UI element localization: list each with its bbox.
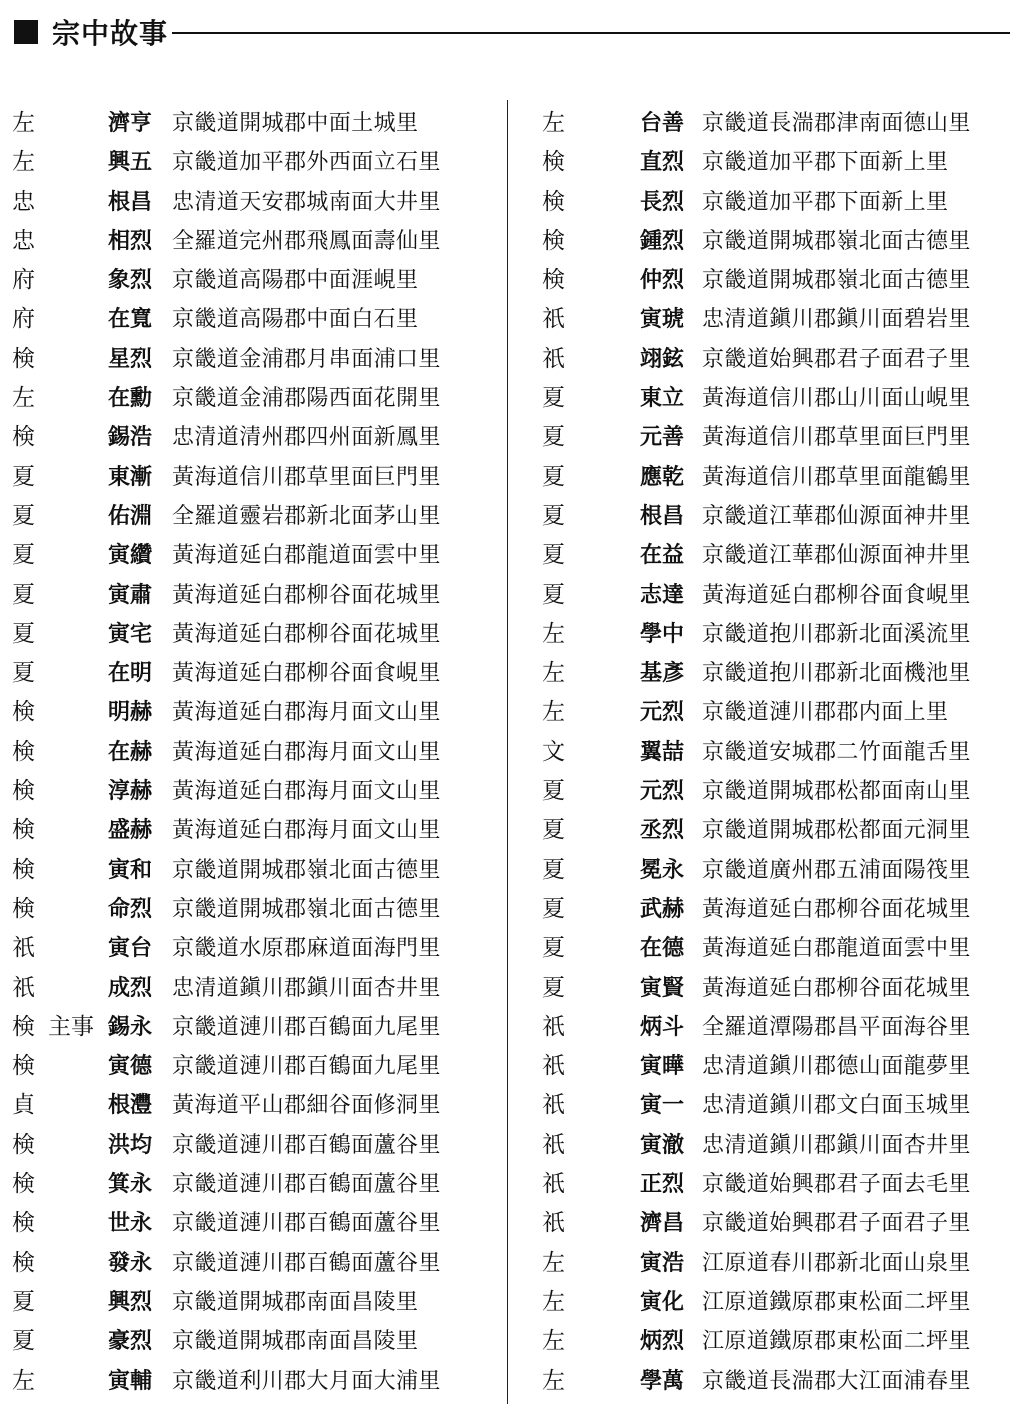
rank-label: 検 [12, 856, 35, 883]
address-text: 全羅道完州郡飛鳳面壽仙里 [172, 228, 441, 254]
list-item [530, 1008, 1020, 1047]
address-text: 京畿道漣川郡郡内面上里 [702, 700, 949, 726]
person-name: 在德 [640, 936, 685, 962]
list-item [530, 890, 1020, 929]
person-name: 直烈 [640, 150, 685, 176]
list-item [0, 104, 500, 143]
person-name: 根昌 [640, 503, 685, 529]
page-header [12, 12, 1010, 52]
rank-label: 祇 [542, 1092, 565, 1119]
list-item [530, 576, 1020, 615]
address-text: 忠清道鎭川郡鎭川面杏井里 [702, 1132, 971, 1158]
rank-label: 夏 [542, 542, 565, 569]
rank-label: 検 [12, 345, 35, 372]
person-name: 炳斗 [640, 1014, 685, 1040]
list-item [530, 1165, 1020, 1204]
address-text: 京畿道漣川郡百鶴面蘆谷里 [172, 1250, 441, 1276]
address-text: 忠清道鎭川郡鎭川面杏井里 [172, 975, 441, 1001]
address-text: 黃海道延白郡龍道面雲中里 [172, 543, 441, 569]
rank-label: 夏 [12, 502, 35, 529]
rank-label: 祇 [542, 306, 565, 333]
address-text: 京畿道始興郡君子面去毛里 [702, 1172, 971, 1198]
list-item [530, 222, 1020, 261]
rank-label: 祇 [542, 1053, 565, 1080]
person-name: 鍾烈 [640, 228, 685, 254]
rank-label: 祇 [12, 974, 35, 1001]
address-text: 京畿道江華郡仙源面神井里 [702, 543, 971, 569]
rank-label: 検 [542, 267, 565, 294]
list-item [0, 1283, 500, 1322]
column-divider [507, 100, 508, 1404]
list-item [0, 929, 500, 968]
person-name: 寅化 [640, 1289, 685, 1315]
list-item [530, 536, 1020, 575]
person-name: 寅和 [108, 857, 153, 883]
person-name: 寅賢 [640, 975, 685, 1001]
address-text: 黃海道延白郡柳谷面食峴里 [172, 661, 441, 687]
person-name: 相烈 [108, 228, 153, 254]
rank-label: 左 [12, 1367, 35, 1394]
person-name: 興烈 [108, 1289, 153, 1315]
person-name: 在勳 [108, 386, 153, 412]
rank-label: 夏 [12, 463, 35, 490]
address-text: 京畿道長湍郡津南面德山里 [702, 111, 971, 136]
person-name: 濟昌 [640, 1211, 685, 1237]
rank-label: 夏 [542, 385, 565, 412]
list-item [0, 458, 500, 497]
rank-label: 検 [12, 1053, 35, 1080]
person-name: 濟亨 [108, 111, 153, 136]
address-text: 忠清道清州郡四州面新鳳里 [172, 425, 441, 451]
list-item [530, 143, 1020, 182]
address-text: 京畿道漣川郡百鶴面蘆谷里 [172, 1172, 441, 1198]
person-name: 東漸 [108, 464, 153, 490]
rank-label: 左 [12, 149, 35, 176]
person-name: 錫永 [108, 1014, 153, 1040]
rank-label: 検 [12, 1013, 35, 1040]
list-item [530, 851, 1020, 890]
list-item [0, 1047, 500, 1086]
list-item [530, 300, 1020, 339]
person-name: 盛赫 [108, 818, 153, 844]
person-name: 寅肅 [108, 582, 153, 608]
person-name: 豪烈 [108, 1329, 153, 1355]
person-name: 星烈 [108, 346, 153, 372]
rank-label: 検 [12, 1249, 35, 1276]
rank-label: 夏 [542, 581, 565, 608]
address-text: 京畿道加平郡下面新上里 [702, 189, 949, 215]
person-name: 在明 [108, 661, 153, 687]
office-label: 主事 [48, 1013, 94, 1040]
person-name: 冕永 [640, 857, 685, 883]
list-item [530, 1322, 1020, 1361]
list-item [530, 1244, 1020, 1283]
list-item [530, 497, 1020, 536]
person-name: 元善 [640, 425, 685, 451]
person-name: 根昌 [108, 189, 153, 215]
rank-label: 検 [542, 188, 565, 215]
list-item [0, 300, 500, 339]
rank-label: 検 [12, 424, 35, 451]
person-name: 淳赫 [108, 779, 153, 805]
address-text: 京畿道廣州郡五浦面陽筏里 [702, 857, 971, 883]
person-name: 翊鉉 [640, 346, 685, 372]
list-item [0, 772, 500, 811]
list-item [0, 1322, 500, 1361]
list-item [530, 811, 1020, 850]
rank-label: 左 [542, 1288, 565, 1315]
address-text: 京畿道安城郡二竹面龍舌里 [702, 739, 971, 765]
address-text: 黃海道延白郡海月面文山里 [172, 700, 441, 726]
address-text: 京畿道加平郡外西面立石里 [172, 150, 441, 176]
address-text: 京畿道高陽郡中面涯峴里 [172, 268, 419, 294]
rank-label: 祇 [542, 1131, 565, 1158]
person-name: 佑淵 [108, 503, 153, 529]
rank-label: 検 [12, 699, 35, 726]
rank-label: 夏 [542, 502, 565, 529]
address-text: 黃海道延白郡龍道面雲中里 [702, 936, 971, 962]
address-text: 京畿道水原郡麻道面海門里 [172, 936, 441, 962]
list-item [530, 772, 1020, 811]
person-name: 志達 [640, 582, 685, 608]
list-item [0, 418, 500, 457]
address-text: 京畿道抱川郡新北面溪流里 [702, 621, 971, 647]
list-item [0, 536, 500, 575]
list-item [530, 1362, 1020, 1401]
address-text: 黃海道延白郡柳谷面花城里 [702, 896, 971, 922]
person-name: 世永 [108, 1211, 153, 1237]
person-name: 翼喆 [640, 739, 685, 765]
address-text: 全羅道潭陽郡昌平面海谷里 [702, 1014, 971, 1040]
list-item [0, 693, 500, 732]
address-text: 黃海道信川郡草里面巨門里 [702, 425, 971, 451]
address-text: 京畿道漣川郡百鶴面九尾里 [172, 1054, 441, 1080]
address-text: 京畿道開城郡中面土城里 [172, 111, 419, 136]
address-text: 黃海道延白郡海月面文山里 [172, 779, 441, 805]
rank-label: 夏 [12, 660, 35, 687]
address-text: 京畿道抱川郡新北面機池里 [702, 661, 971, 687]
title-rule [172, 32, 1010, 34]
person-name: 丞烈 [640, 818, 685, 844]
rank-label: 左 [542, 1249, 565, 1276]
rank-label: 忠 [12, 188, 35, 215]
address-text: 黃海道延白郡海月面文山里 [172, 739, 441, 765]
person-name: 命烈 [108, 896, 153, 922]
rank-label: 夏 [12, 581, 35, 608]
person-name: 發永 [108, 1250, 153, 1276]
rank-label: 祇 [542, 1013, 565, 1040]
list-item [530, 1126, 1020, 1165]
person-name: 寅一 [640, 1093, 685, 1119]
address-text: 京畿道開城郡嶺北面古德里 [172, 857, 441, 883]
rank-label: 左 [542, 110, 565, 136]
address-text: 黃海道延白郡海月面文山里 [172, 818, 441, 844]
person-name: 寅輔 [108, 1368, 153, 1394]
address-text: 京畿道漣川郡百鶴面蘆谷里 [172, 1132, 441, 1158]
address-text: 京畿道始興郡君子面君子里 [702, 1211, 971, 1237]
address-text: 京畿道江華郡仙源面神井里 [702, 503, 971, 529]
person-name: 寅琥 [640, 307, 685, 333]
person-name: 洪均 [108, 1132, 153, 1158]
rank-label: 左 [542, 1328, 565, 1355]
left-column [0, 104, 500, 1404]
list-item [0, 1086, 500, 1125]
rank-label: 夏 [542, 424, 565, 451]
rank-label: 検 [12, 1171, 35, 1198]
address-text: 京畿道開城郡嶺北面古德里 [172, 896, 441, 922]
person-name: 象烈 [108, 268, 153, 294]
rank-label: 検 [12, 817, 35, 844]
rank-label: 検 [12, 778, 35, 805]
address-text: 京畿道金浦郡陽西面花開里 [172, 386, 441, 412]
address-text: 黃海道信川郡草里面龍鶴里 [702, 464, 971, 490]
address-text: 京畿道利川郡大月面大浦里 [172, 1368, 441, 1394]
list-item [530, 615, 1020, 654]
person-name: 長烈 [640, 189, 685, 215]
person-name: 寅澈 [640, 1132, 685, 1158]
rank-label: 検 [12, 738, 35, 765]
rank-label: 府 [12, 306, 35, 333]
list-item [0, 183, 500, 222]
person-name: 寅台 [108, 936, 153, 962]
address-text: 京畿道長湍郡大江面浦春里 [702, 1368, 971, 1394]
list-item [0, 1204, 500, 1243]
list-item [530, 261, 1020, 300]
rank-label: 夏 [542, 817, 565, 844]
rank-label: 左 [542, 620, 565, 647]
rank-label: 検 [12, 1210, 35, 1237]
list-item [530, 104, 1020, 143]
address-text: 忠清道鎭川郡德山面龍夢里 [702, 1054, 971, 1080]
rank-label: 夏 [542, 463, 565, 490]
rank-label: 夏 [542, 974, 565, 1001]
right-column [530, 104, 1020, 1404]
person-name: 寅曄 [640, 1054, 685, 1080]
list-item [0, 811, 500, 850]
list-item [530, 418, 1020, 457]
list-item [530, 1047, 1020, 1086]
address-text: 京畿道開城郡嶺北面古德里 [702, 268, 971, 294]
address-text: 全羅道靈岩郡新北面茅山里 [172, 503, 441, 529]
address-text: 京畿道開城郡松都面南山里 [702, 779, 971, 805]
rank-label: 夏 [542, 935, 565, 962]
list-item [0, 261, 500, 300]
list-item [0, 654, 500, 693]
rank-label: 夏 [12, 620, 35, 647]
person-name: 東立 [640, 386, 685, 412]
rank-label: 祇 [542, 1171, 565, 1198]
list-item [0, 890, 500, 929]
black-square-icon [14, 20, 38, 44]
list-item [0, 969, 500, 1008]
list-item [0, 1244, 500, 1283]
person-name: 台善 [640, 111, 685, 136]
list-item [530, 379, 1020, 418]
rank-label: 祇 [542, 345, 565, 372]
rank-label: 夏 [12, 1288, 35, 1315]
list-item [0, 1165, 500, 1204]
person-name: 元烈 [640, 700, 685, 726]
list-item [0, 143, 500, 182]
person-name: 炳烈 [640, 1329, 685, 1355]
person-name: 寅浩 [640, 1250, 685, 1276]
address-text: 黃海道延白郡柳谷面花城里 [702, 975, 971, 1001]
address-text: 京畿道漣川郡百鶴面九尾里 [172, 1014, 441, 1040]
person-name: 學萬 [640, 1368, 685, 1394]
address-text: 江原道春川郡新北面山泉里 [702, 1250, 971, 1276]
list-item [530, 929, 1020, 968]
address-text: 黃海道延白郡柳谷面花城里 [172, 621, 441, 647]
person-name: 在赫 [108, 739, 153, 765]
address-text: 京畿道開城郡南面昌陵里 [172, 1289, 419, 1315]
address-text: 黃海道信川郡草里面巨門里 [172, 464, 441, 490]
list-item [0, 576, 500, 615]
rank-label: 夏 [542, 895, 565, 922]
address-text: 京畿道金浦郡月串面浦口里 [172, 346, 441, 372]
rank-label: 左 [542, 660, 565, 687]
address-text: 黃海道信川郡山川面山峴里 [702, 386, 971, 412]
person-name: 仲烈 [640, 268, 685, 294]
address-text: 京畿道開城郡嶺北面古德里 [702, 228, 971, 254]
address-text: 江原道鐵原郡東松面二坪里 [702, 1289, 971, 1315]
person-name: 興五 [108, 150, 153, 176]
list-item [0, 340, 500, 379]
person-name: 應乾 [640, 464, 685, 490]
rank-label: 夏 [542, 778, 565, 805]
address-text: 忠清道鎭川郡文白面玉城里 [702, 1093, 971, 1119]
rank-label: 左 [542, 699, 565, 726]
person-name: 在寬 [108, 307, 153, 333]
list-item [530, 183, 1020, 222]
rank-label: 府 [12, 267, 35, 294]
page-title: 宗中故事 [52, 17, 169, 50]
rank-label: 夏 [12, 1328, 35, 1355]
list-item [0, 379, 500, 418]
person-name: 學中 [640, 621, 685, 647]
list-item [530, 1283, 1020, 1322]
rank-label: 検 [542, 149, 565, 176]
person-name: 寅纘 [108, 543, 153, 569]
address-text: 忠清道鎭川郡鎭川面碧岩里 [702, 307, 971, 333]
list-item [0, 733, 500, 772]
rank-label: 夏 [542, 856, 565, 883]
rank-label: 祇 [12, 935, 35, 962]
address-text: 京畿道高陽郡中面白石里 [172, 307, 419, 333]
person-name: 寅德 [108, 1054, 153, 1080]
list-item [530, 340, 1020, 379]
person-name: 錫浩 [108, 425, 153, 451]
list-item [530, 969, 1020, 1008]
rank-label: 祇 [542, 1210, 565, 1237]
rank-label: 貞 [12, 1092, 35, 1119]
rank-label: 検 [542, 227, 565, 254]
rank-label: 文 [542, 738, 565, 765]
person-name: 基彥 [640, 661, 685, 687]
person-name: 成烈 [108, 975, 153, 1001]
person-name: 在益 [640, 543, 685, 569]
address-text: 京畿道始興郡君子面君子里 [702, 346, 971, 372]
person-name: 元烈 [640, 779, 685, 805]
person-name: 箕永 [108, 1172, 153, 1198]
list-item [0, 497, 500, 536]
rank-label: 検 [12, 895, 35, 922]
address-text: 京畿道漣川郡百鶴面蘆谷里 [172, 1211, 441, 1237]
person-name: 明赫 [108, 700, 153, 726]
list-item [530, 733, 1020, 772]
list-item [530, 1086, 1020, 1125]
person-name: 根灃 [108, 1093, 153, 1119]
address-text: 京畿道加平郡下面新上里 [702, 150, 949, 176]
address-text: 京畿道開城郡南面昌陵里 [172, 1329, 419, 1355]
list-item [530, 458, 1020, 497]
address-text: 黃海道延白郡柳谷面花城里 [172, 582, 441, 608]
person-name: 寅宅 [108, 621, 153, 647]
list-item [0, 1008, 500, 1047]
list-item [0, 615, 500, 654]
address-text: 江原道鐵原郡東松面二坪里 [702, 1329, 971, 1355]
person-name: 武赫 [640, 896, 685, 922]
rank-label: 忠 [12, 227, 35, 254]
rank-label: 検 [12, 1131, 35, 1158]
address-text: 黃海道延白郡柳谷面食峴里 [702, 582, 971, 608]
address-text: 黃海道平山郡細谷面修洞里 [172, 1093, 441, 1119]
list-item [530, 1204, 1020, 1243]
person-name: 正烈 [640, 1172, 685, 1198]
address-text: 忠清道天安郡城南面大井里 [172, 189, 441, 215]
rank-label: 左 [12, 110, 35, 136]
rank-label: 左 [12, 385, 35, 412]
list-item [0, 851, 500, 890]
rank-label: 夏 [12, 542, 35, 569]
address-text: 京畿道開城郡松都面元洞里 [702, 818, 971, 844]
list-item [0, 1126, 500, 1165]
list-item [0, 1362, 500, 1401]
list-item [0, 222, 500, 261]
list-item [530, 654, 1020, 693]
rank-label: 左 [542, 1367, 565, 1394]
list-item [530, 693, 1020, 732]
